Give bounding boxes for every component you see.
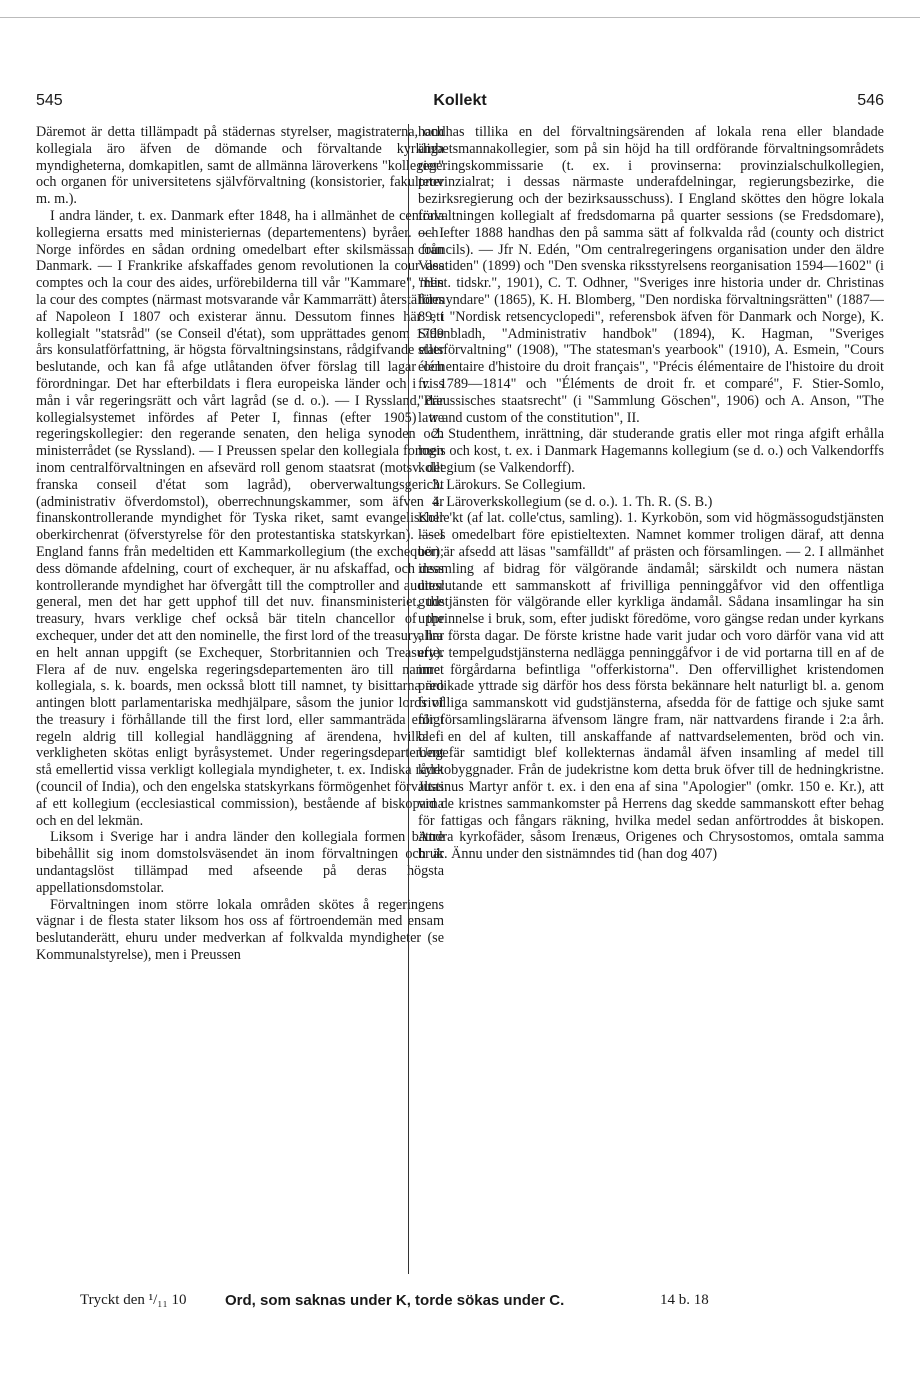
- sheet-signature: 14 b. 18: [660, 1292, 709, 1308]
- paragraph: 3. Lärokurs. Se Collegium.: [432, 476, 586, 493]
- page-header: [36, 92, 884, 114]
- top-rule: [0, 17, 920, 18]
- footer-notice: Ord, som saknas under K, torde sökas under C.: [225, 1292, 565, 1309]
- page-number-left: 545: [36, 92, 63, 109]
- paragraph: 4. Läroverkskollegium (se d. o.). 1. Th. R. (S. B.): [432, 493, 713, 510]
- paragraph: Liksom i Sverige har i andra länder den kollegiala formen bättre bibehållit sig inom domstolsväsendet än inom förvaltningen och är undantagslöst tillämpad med afseende på deras högsta appellationsdomstolar.: [36, 829, 444, 896]
- page-title: Kollekt: [433, 92, 487, 109]
- paragraph: handhas tillika en del förvaltningsärenden af lokala rena eller blandade ämbetsmannakollegier, som på sin höjd ha till ordförande förvaltningsområdets regeringskommissarie (t. ex. i provinserna: provinzialschulkollegien, provinzialrat; i dessas närmaste underafdelningar, regierungsbezirke, die bezirksregierung och der bezirksausschuss). I England sköttes den högre lokala förvaltningen kollegialt af fredsdomarna på quarter sessions (se Fredsdomare), och efter 1888 handhas den på samma sätt af folkvalda råd (county och district councils). — Jfr N. Edén, "Om centralregeringens organisation under den äldre Vasatiden" (1899) och "Den svenska riksstyrelsens reorganisation 1594—1602" (i "Hist. tidskr.", 1901), C. T. Odhner, "Sveriges inre historia under dr. Christinas förmyndare" (1865), K. H. Blomberg, "Den nordiska förvaltningsrätten" (1887—89, i "Nordisk retsencyclopedi", referensbok äfven för Danmark och Norge), K. Sidenbladh, "Administrativ handbok" (1894), K. Hagman, "Sveriges statsförvaltning" (1908), "The statesman's yearbook" (1910), A. Esmein, "Cours élémentaire d'histoire du droit français", "Précis élémentaire de l'histoire du droit fr. 1789—1814" och "Éléments de droit fr. et comparé", F. Stier-Somlo, "Preussisches staatsrecht" (i "Sammlung Göschen", 1906) och A. Anson, "The law and custom of the constitution", II.: [418, 124, 884, 426]
- column-divider: [408, 124, 409, 1274]
- page-footer: [80, 1292, 880, 1314]
- entry-kollekt: Kolle'kt (af lat. colle'ctus, samling). 1. Kyrkobön, som vid högmässogudstjänsten läses omedelbart före epistieltexten. Namnet kommer troligen däraf, att denna bön är afsedd att läsas "samfälldt" af prästen och församlingen. — 2. I allmänhet insamling af bidrag för välgörande ändamål; särskildt och numera nästan uteslutande ett sammanskott af frivilliga penninggåfvor vid den offentliga gudstjänsten för välgörande eller kyrkliga ändamål. Sådana insamlingar ha sin upprinnelse i bruk, som, efter judiskt föredöme, voro gängse redan under kyrkans allra första dagar. De förste kristne hade varit judar och voro därför vana vid att efter tempelgudstjänsterna nedlägga penninggåfvor i de vid portarna till en af de inre förgårdarna befintliga "offerkistorna". Den offervillighet kristendomen predikade yttrade sig därför hos dess första bekännare helt naturligt bl. a. genom frivilliga sammanskott vid gudstjänsterna, afsedda för de fattige och sjuke samt för församlingslärarna äfvensom längre fram, när nattvardens firande i 2:a årh. blef en del af kulten, till anskaffande af nattvardselementen, bröd och vin. Ungefär samtidigt blef kollekternas ändamål äfven insamling af medel till kyrkobyggnader. Från de judekristne kom detta bruk öfver till de hedningkristne. Justinus Martyr anför t. ex. i den ena af sina "Apologier" (omkr. 150 e. Kr.), att vid de kristnes sammankomster på Herrens dag skedde sammanskott efter behag för fattigas och fångars räkning, hvilka medel sedan anförtroddes åt biskopen. Andra kyrkofäder, såsom Irenæus, Origenes och Chrysostomos, omtala samma bruk. Ännu under den sistnämndes tid (han dog 407): [418, 510, 884, 863]
- paragraph: Däremot är detta tillämpadt på städernas styrelser, magistraterna, och kollegiala äro äfven de dömande och förvaltande kyrkliga myndigheterna, domkapitlen, samt de allmänna läroverkens "kollegier" och organen för universitetens självförvaltning (konsistorier, fakulteter m. m.).: [36, 124, 444, 208]
- right-column: [418, 124, 884, 1276]
- page-number-right: 546: [857, 92, 884, 109]
- print-date: Tryckt den ¹/₁₁ 10: [80, 1292, 187, 1308]
- left-column: [36, 124, 444, 1276]
- paragraph: 2. Studenthem, inrättning, där studerande gratis eller mot ringa afgift erhålla logis och kost, t. ex. i Danmark Hagemanns kollegium (se d. o.) och Valkendorffs kollegium (se Valkendorff).: [418, 426, 884, 476]
- paragraph: I andra länder, t. ex. Danmark efter 1848, ha i allmänhet de centrala kollegierna ersatts med ministeriernas (departementens) byråer. — I Norge infördes en sådan ordning omedelbart efter skilsmässan från Danmark. — I Frankrike afskaffades genom revolutionen la cour des comptes och la cour des aides, urförebilderna till vår "Kammare", men la cour des comptes (närmast motsvarande vår Kammarrätt) återställdes af Napoleon I 1807 och existerar ännu. Dessutom finnes här ett kollegialt "statsråd" (se Conseil d'état), som upprättades genom 1799 års konsulatförfattning, är högsta förvaltningsinstans, rådgifvande eller beslutande, och kan få afge utlåtanden öfver förslag till lagar och förordningar. Det har efterbildats i flera europeiska länder och i viss mån i vår regeringsrätt och vårt lagråd (se d. o.). — I Ryssland, där kollegialsystemet infördes af Peter I, finnas (efter 1905) tre regeringskollegier: den regerande senaten, den heliga synoden och ministerrådet (se Ryssland). — I Preussen spelar den kollegiala formen inom centralförvaltningen en afsevärd roll genom staatsrat (motsv. det franska conseil d'état som lagråd), oberverwaltungsgericht (administrativ öfverdomstol), oberrechnungskammer, som äfven är finanskontrollerande myndighet för Tyska riket, samt evangelischer oberkirchenrat (öfverstyrelse för den protestantiska statskyrkan). — I England fanns från medeltiden ett Kammarkollegium (the exchequer); dess dömande afdelning, court of exchequer, är nu afskaffad, och dess kontrollerande myndighet har öfvergått till the comptroller and auditor general, men det har gett upphof till det nuv. finansministeriet, the treasury, hvars verklige chef också bär titeln chancellor of the exchequer, under det att den nominelle, the first lord of the treasury, har en helt annan uppgift (se Exchequer, Storbritannien och Treasury). Flera af de nuv. engelska regeringsdepartementen äro till namnet kollegiala, s. k. boards, men ocksså blott till namnet, ty bisittarna äro antingen blott parlamentariska medhjälpare, såsom the junior lords of the treasury i förhållande till the first lord, eller sammanträda enligt regeln aldrig till kollegial handläggning af ärendena, hvilka i verkligheten skötas enligt byråsystemet. Under regeringsdepartement stå emellertid vissa verkligt kollegiala myndigheter, t. ex. Indiska rådet (council of India), och den engelska statskyrkans förmögenhet förvaltas af ett kollegium (ecclesiastical commission), bestående af biskoparna och en del lekmän.: [36, 207, 444, 829]
- paragraph: Förvaltningen inom större lokala områden skötes å regeringens vägnar i de flesta stater liksom hos oss af förtroendemän med ensam beslutanderätt, ehuru under medverkan af folkvalda myndigheter (se Kommunalstyrelse), men i Preussen: [36, 896, 444, 964]
